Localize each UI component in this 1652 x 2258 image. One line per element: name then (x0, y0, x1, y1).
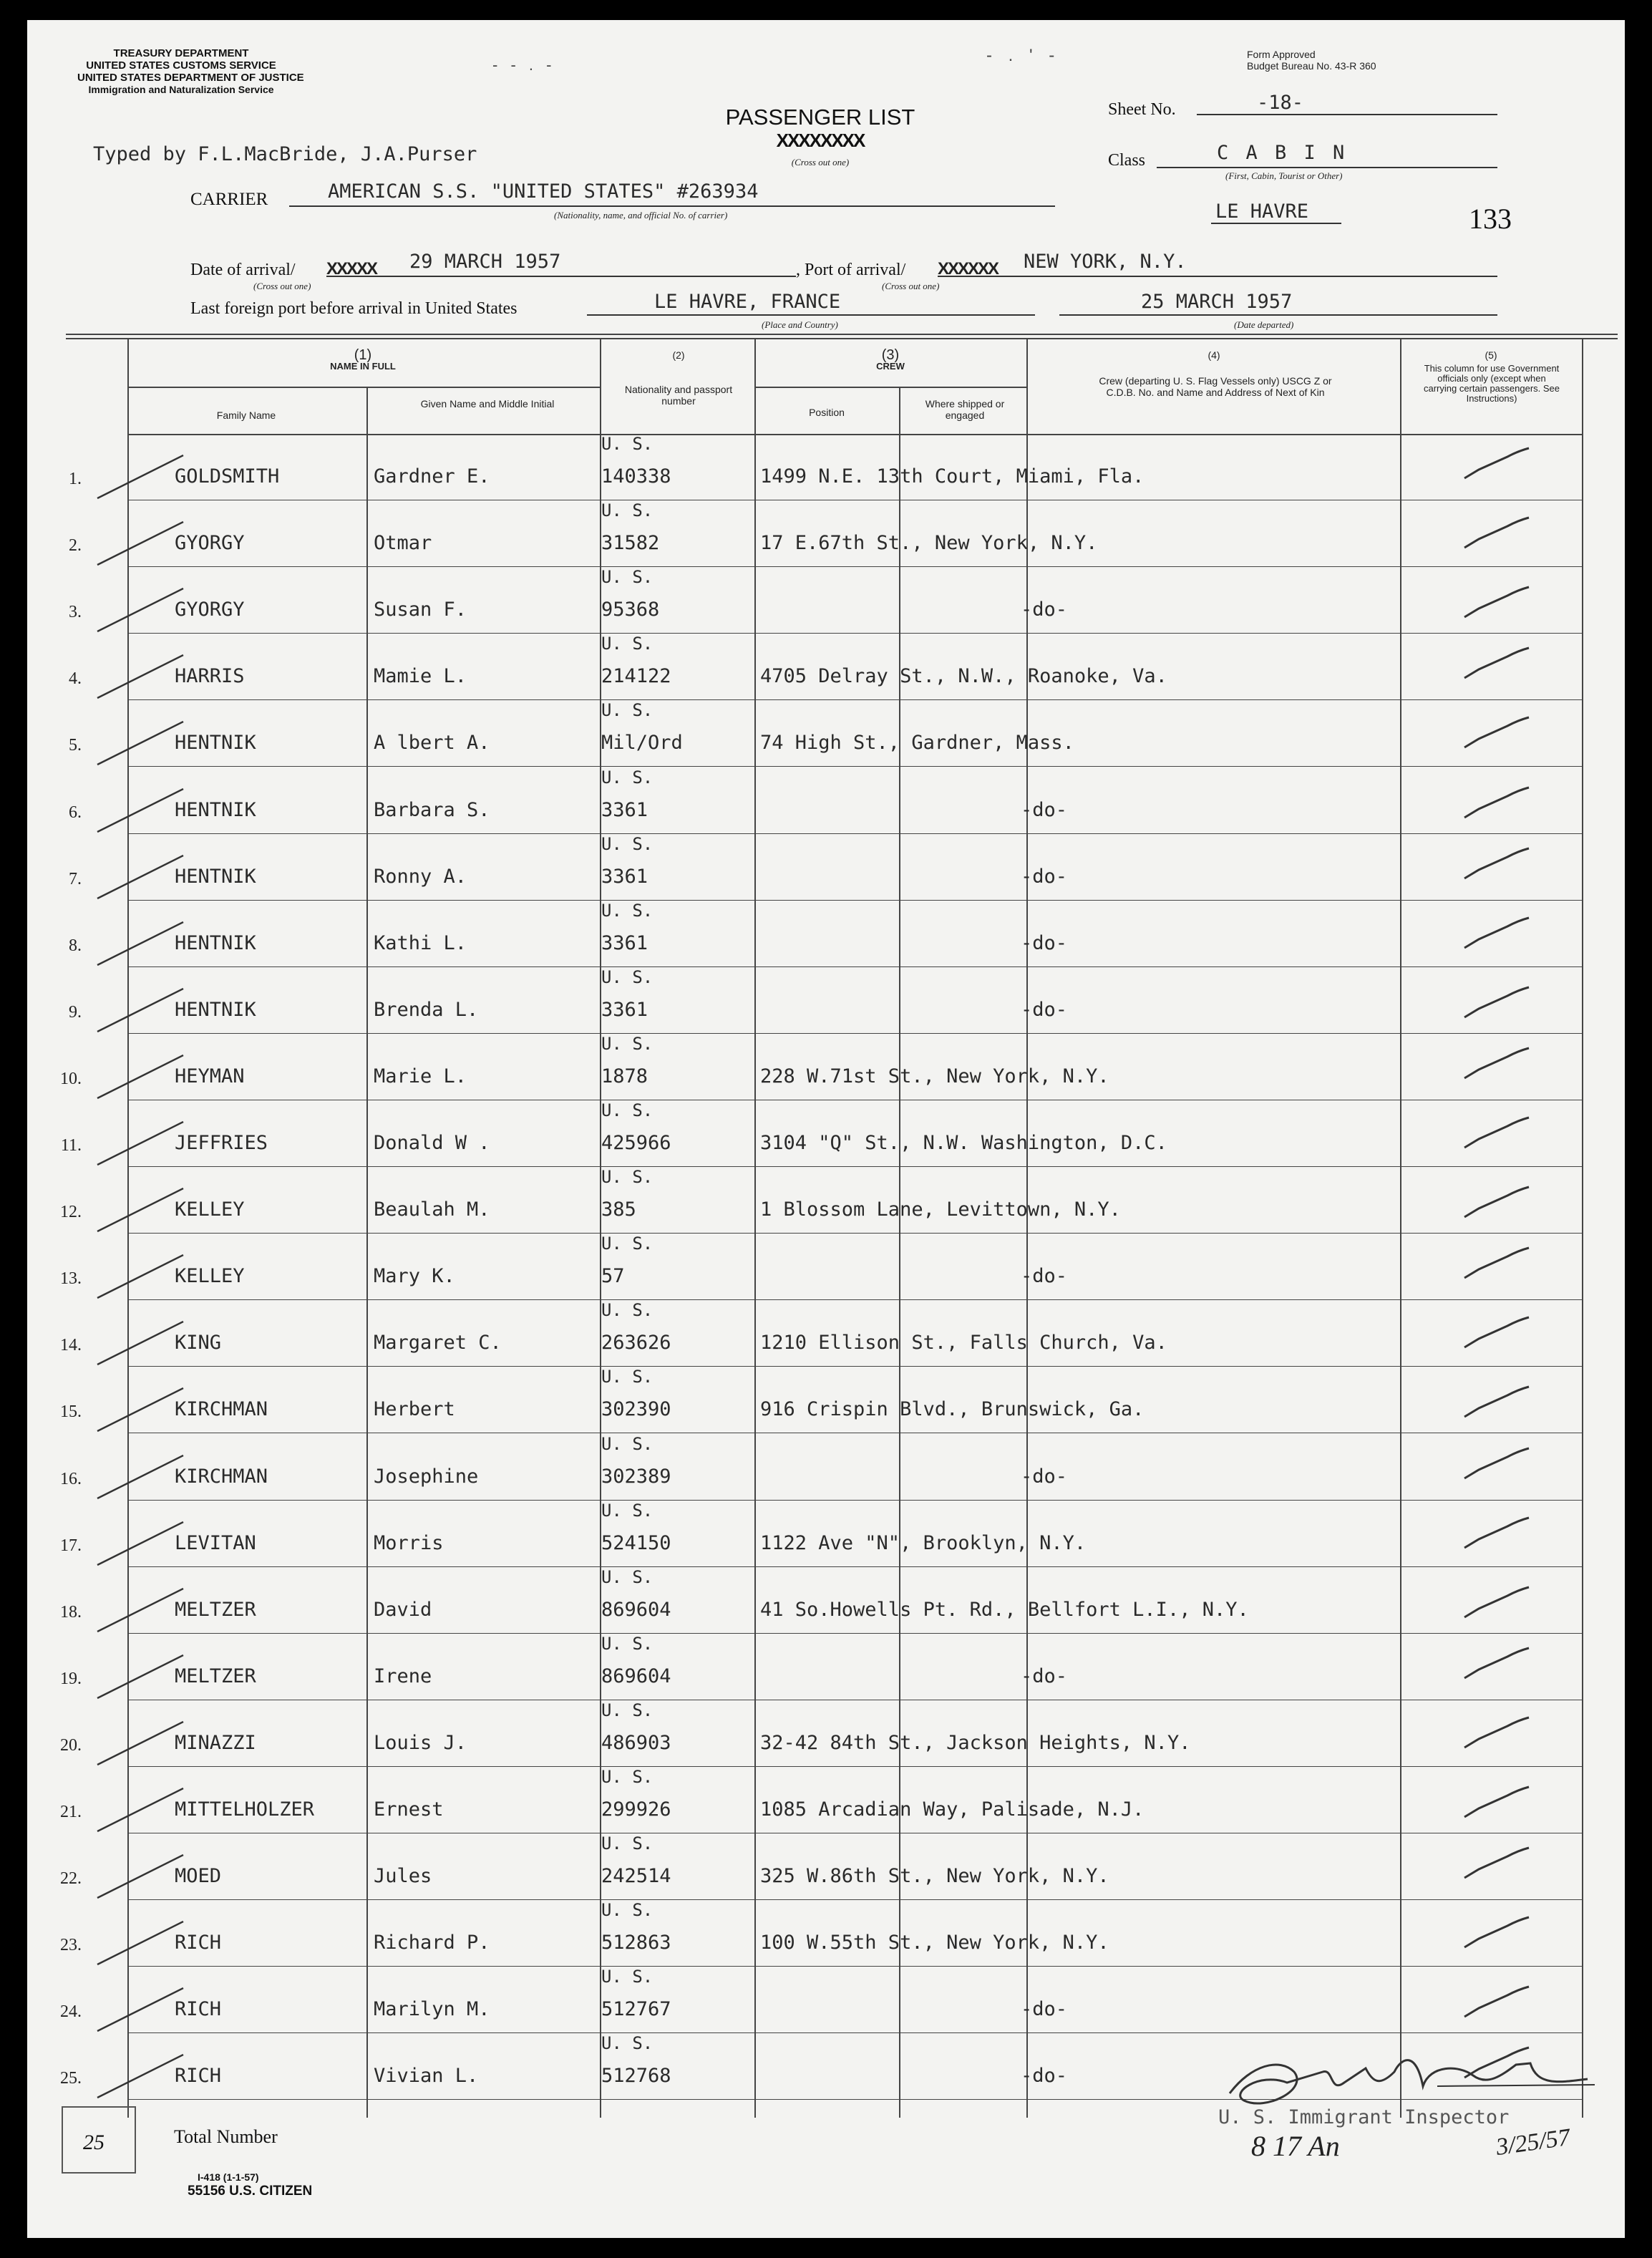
row-number: 16. (60, 1469, 82, 1488)
inspector-date: 3/25/57 (1494, 2123, 1572, 2161)
row-number: 21. (60, 1803, 82, 1821)
agency-line-2: UNITED STATES CUSTOMS SERVICE (86, 59, 276, 72)
nationality: U. S. (601, 1700, 653, 1720)
next-of-kin-address: 1 Blossom Lane, Levittown, N.Y. (760, 1198, 1121, 1221)
family-name: KING (175, 1332, 222, 1355)
next-of-kin-address: -do- (1021, 1665, 1068, 1687)
title-struck: XXXXXXXX (776, 130, 865, 151)
given-name: Jules (374, 1865, 432, 1888)
class-label: Class (1108, 151, 1146, 170)
next-of-kin-address: 3104 "Q" St., N.W. Washington, D.C. (760, 1132, 1167, 1154)
total-label: Total Number (174, 2126, 278, 2147)
inspector-initials: 8 17 An (1251, 2130, 1340, 2162)
given-name: A lbert A. (374, 732, 490, 755)
arrival-port-value: NEW YORK, N.Y. (1024, 251, 1187, 273)
nationality: U. S. (601, 1234, 653, 1254)
table-row (69, 434, 1616, 500)
nationality: U. S. (601, 1033, 653, 1054)
tick-icon (76, 908, 190, 972)
tick-icon (76, 2040, 190, 2105)
foreign-port-caption: (Place and Country) (762, 319, 838, 330)
table-row (60, 1767, 1616, 1833)
passport-number: 299926 (601, 1798, 671, 1821)
family-name: LEVITAN (175, 1531, 256, 1554)
table-row (60, 1367, 1616, 1433)
row-number: 24. (60, 2002, 82, 2022)
family-name: HENTNIK (175, 865, 256, 888)
row-number: 17. (60, 1536, 82, 1555)
checkmark-icon (1457, 1112, 1536, 1155)
inspector-signature (1201, 2043, 1602, 2115)
port-note-underline (1211, 223, 1341, 224)
family-name: MITTELHOLZER (175, 1798, 315, 1821)
col3-number: (3) (881, 347, 900, 363)
shipped-header: Where shipped or engaged (925, 398, 1005, 421)
passport-number: 512863 (601, 1932, 671, 1954)
row-number: 9. (69, 1002, 82, 1022)
next-of-kin-address: 228 W.71st St., New York, N.Y. (760, 1065, 1109, 1087)
next-of-kin-address: 1210 Ellison St., Falls Church, Va. (760, 1332, 1167, 1355)
crew-address-header: Crew (departing U. S. Flag Vessels only) USCG Z or C.D.B. No. and Name and Address of Next of Kin (1099, 375, 1332, 398)
given-name: Kathi L. (374, 931, 467, 954)
table-row (60, 1500, 1616, 1567)
table-row (60, 1234, 1616, 1300)
given-name: Brenda L. (374, 998, 479, 1021)
passport-number: 3361 (601, 931, 648, 954)
page-title: PASSENGER LIST (725, 105, 915, 130)
given-name: Ernest (374, 1798, 444, 1821)
foreign-port-underline (587, 314, 1035, 316)
col4-number: (4) (1208, 349, 1220, 361)
tick-icon (76, 1707, 190, 1772)
next-of-kin-address: 1122 Ave "N", Brooklyn, N.Y. (760, 1531, 1087, 1554)
nationality: U. S. (601, 2033, 653, 2054)
given-name: Irene (374, 1665, 432, 1687)
family-name: HENTNIK (175, 998, 256, 1021)
nationality: U. S. (601, 1833, 653, 1854)
next-of-kin-address: 100 W.55th St., New York, N.Y. (760, 1932, 1109, 1954)
checkmark-icon (1457, 442, 1536, 485)
position-header: Position (809, 407, 845, 418)
checkmark-icon (1457, 1242, 1536, 1285)
checkmark-icon (1457, 1981, 1536, 2024)
given-name: Richard P. (374, 1932, 490, 1954)
class-underline (1157, 167, 1497, 168)
given-name: Louis J. (374, 1731, 467, 1754)
next-of-kin-address: -do- (1021, 931, 1068, 954)
checkmark-icon (1457, 1642, 1536, 1685)
carrier-label: CARRIER (190, 190, 268, 209)
tick-icon (76, 1307, 190, 1372)
departed-date-value: 25 MARCH 1957 (1141, 291, 1293, 313)
row-number: 1. (69, 470, 82, 488)
given-name: Morris (374, 1531, 444, 1554)
nationality: U. S. (601, 900, 653, 921)
passport-number: 3361 (601, 798, 648, 821)
passport-number: 242514 (601, 1865, 671, 1888)
row-number: 2. (69, 536, 82, 556)
family-name: HENTNIK (175, 732, 256, 755)
table-row (60, 1300, 1616, 1367)
passport-number: 512768 (601, 2065, 671, 2088)
family-name: HENTNIK (175, 931, 256, 954)
nationality: U. S. (601, 1900, 653, 1921)
arrival-date-underline (326, 276, 796, 277)
tick-icon (76, 1974, 190, 2038)
checkmark-icon (1457, 912, 1536, 955)
family-name: GOLDSMITH (175, 465, 280, 488)
tick-icon (76, 441, 190, 505)
next-of-kin-address: -do- (1021, 1465, 1068, 1488)
checkmark-icon (1457, 581, 1536, 624)
carrier-caption: (Nationality, name, and official No. of carrier) (554, 210, 728, 221)
table-row (60, 1700, 1616, 1767)
checkmark-icon (1457, 1781, 1536, 1824)
cross-out-caption: (Cross out one) (791, 157, 850, 168)
family-name-header: Family Name (216, 410, 276, 421)
port-note: LE HAVRE (1215, 200, 1309, 223)
family-name: HARRIS (175, 665, 245, 688)
passport-number: 263626 (601, 1332, 671, 1355)
tick-icon (76, 1774, 190, 1838)
nationality: U. S. (601, 1300, 653, 1321)
checkmark-icon (1457, 1181, 1536, 1224)
passport-number: 486903 (601, 1731, 671, 1754)
row-number: 5. (69, 736, 82, 755)
nationality: U. S. (601, 1566, 653, 1587)
passport-number: 425966 (601, 1132, 671, 1154)
total-value: 25 (83, 2131, 105, 2154)
form-approved-line-1: Form Approved (1247, 49, 1316, 60)
carrier-value: AMERICAN S.S. "UNITED STATES" #263934 (328, 180, 759, 203)
checkmark-icon (1457, 712, 1536, 755)
tick-icon (76, 508, 190, 572)
passport-number: 1878 (601, 1065, 648, 1087)
foreign-port-value: LE HAVRE, FRANCE (654, 291, 841, 313)
next-of-kin-address: 74 High St., Gardner, Mass. (760, 732, 1074, 755)
tick-icon (76, 1641, 190, 1705)
port-cross-caption: (Cross out one) (882, 281, 940, 291)
next-of-kin-address: -do- (1021, 998, 1068, 1021)
tick-icon (76, 1441, 190, 1506)
crew-title: CREW (876, 361, 905, 372)
checkmark-icon (1457, 1712, 1536, 1755)
nationality: U. S. (601, 1500, 653, 1521)
top-marks-right: - . ' - (986, 46, 1061, 65)
tick-icon (76, 1108, 190, 1172)
tick-icon (76, 775, 190, 839)
family-name: MINAZZI (175, 1731, 256, 1754)
next-of-kin-address: 1085 Arcadian Way, Palisade, N.J. (760, 1798, 1145, 1821)
row-number: 22. (60, 1869, 82, 1889)
sheet-label: Sheet No. (1108, 100, 1176, 119)
table-top-rule (66, 334, 1618, 335)
checkmark-icon (1457, 642, 1536, 685)
tick-icon (76, 641, 190, 705)
family-name: JEFFRIES (175, 1132, 268, 1154)
passport-number: 57 (601, 1265, 625, 1288)
table-top-rule-2 (66, 338, 1618, 339)
tick-icon (76, 1907, 190, 1972)
family-name: KIRCHMAN (175, 1465, 268, 1488)
table-row (60, 1900, 1616, 1967)
checkmark-icon (1457, 512, 1536, 555)
nationality-header: Nationality and passport number (624, 384, 733, 407)
given-name: David (374, 1598, 432, 1621)
table-row (60, 1433, 1616, 1501)
form-id-line-2: 55156 U.S. CITIZEN (188, 2184, 313, 2199)
sheet-value: -18- (1257, 92, 1304, 114)
col1-number: (1) (354, 347, 372, 363)
next-of-kin-address: 325 W.86th St., New York, N.Y. (760, 1865, 1109, 1888)
departed-underline (1059, 314, 1497, 316)
family-name: KELLEY (175, 1265, 245, 1288)
passport-number: 3361 (601, 865, 648, 888)
family-name: KELLEY (175, 1198, 245, 1221)
family-name: HEYMAN (175, 1065, 245, 1087)
table-row (69, 900, 1616, 967)
row-number: 23. (60, 1936, 82, 1955)
nationality: U. S. (601, 1167, 653, 1188)
row-number: 12. (60, 1203, 82, 1222)
col3-header (754, 349, 1026, 372)
passport-number: 512767 (601, 1998, 671, 2021)
next-of-kin-address: 32-42 84th St., Jackson Heights, N.Y. (760, 1731, 1191, 1754)
next-of-kin-address: 916 Crispin Blvd., Brunswick, Ga. (760, 1398, 1145, 1421)
row-number: 25. (60, 2069, 82, 2088)
family-name: GYORGY (175, 532, 245, 555)
row-number: 14. (60, 1336, 82, 1355)
arrival-port-label: , Port of arrival/ (796, 261, 906, 279)
nationality: U. S. (601, 1100, 653, 1120)
col2-number: (2) (672, 349, 685, 361)
col1-header (127, 349, 598, 372)
given-name-header: Given Name and Middle Initial (420, 398, 555, 410)
passport-number: 3361 (601, 998, 648, 1021)
arrival-cross-caption: (Cross out one) (253, 281, 311, 291)
tick-icon (76, 1508, 190, 1572)
family-name: HENTNIK (175, 798, 256, 821)
nationality: U. S. (601, 966, 653, 987)
given-name: Donald W . (374, 1132, 490, 1154)
nationality: U. S. (601, 434, 653, 454)
nationality: U. S. (601, 1633, 653, 1654)
foreign-port-label: Last foreign port before arrival in United States (190, 299, 518, 318)
family-name: MOED (175, 1865, 222, 1888)
passport-number: 31582 (601, 532, 660, 555)
nationality: U. S. (601, 634, 653, 654)
arrival-date-label: Date of arrival/ (190, 261, 296, 279)
agency-header (77, 47, 304, 96)
family-name: MELTZER (175, 1598, 256, 1621)
given-name: Ronny A. (374, 865, 467, 888)
checkmark-icon (1457, 1443, 1536, 1486)
form-id (188, 2171, 313, 2199)
next-of-kin-address: -do- (1021, 865, 1068, 888)
passport-number: 385 (601, 1198, 636, 1221)
tick-icon (76, 1174, 190, 1239)
col3-subrule (756, 387, 1028, 388)
arrival-port-struck: XXXXXX (938, 259, 999, 278)
checkmark-icon (1457, 1581, 1536, 1624)
next-of-kin-address: -do- (1021, 1998, 1068, 2021)
col1-title: NAME IN FULL (330, 361, 396, 372)
given-name: Margaret C. (374, 1332, 502, 1355)
given-name: Gardner E. (374, 465, 490, 488)
page-number: 133 (1469, 203, 1512, 235)
row-number: 15. (60, 1402, 82, 1422)
checkmark-icon (1457, 782, 1536, 825)
given-name: Marie L. (374, 1065, 467, 1087)
family-name: RICH (175, 1998, 222, 2021)
sheet-underline (1197, 114, 1497, 115)
passport-number: 302389 (601, 1465, 671, 1488)
table-row (60, 1833, 1616, 1900)
table-row (69, 833, 1616, 901)
nationality: U. S. (601, 1433, 653, 1454)
checkmark-icon (1457, 1911, 1536, 1954)
given-name: Beaulah M. (374, 1198, 490, 1221)
family-name: GYORGY (175, 599, 245, 621)
next-of-kin-address: 17 E.67th St., New York, N.Y. (760, 532, 1098, 555)
next-of-kin-address: 1499 N.E. 13th Court, Miami, Fla. (760, 465, 1145, 488)
table-row (60, 1100, 1616, 1167)
tick-icon (76, 707, 190, 772)
checkmark-icon (1457, 1842, 1536, 1885)
row-number: 3. (69, 603, 82, 622)
arrival-date-value: 29 MARCH 1957 (409, 251, 561, 273)
carrier-underline (289, 205, 1055, 207)
family-name: RICH (175, 1932, 222, 1954)
tick-icon (76, 841, 190, 906)
passport-number: 140338 (601, 465, 671, 488)
total-box (62, 2106, 136, 2174)
family-name: KIRCHMAN (175, 1398, 268, 1421)
checkmark-icon (1457, 982, 1536, 1024)
row-number: 10. (60, 1069, 82, 1088)
table-row (60, 1967, 1616, 2033)
passport-number: 95368 (601, 599, 660, 621)
agency-line-4: Immigration and Naturalization Service (88, 84, 274, 95)
passport-number: 869604 (601, 1598, 671, 1621)
checkmark-icon (1457, 843, 1536, 886)
checkmark-icon (1457, 1512, 1536, 1555)
given-name: Susan F. (374, 599, 467, 621)
next-of-kin-address: -do- (1021, 2065, 1068, 2088)
checkmark-icon (1457, 1042, 1536, 1085)
table-row (60, 1633, 1616, 1700)
nationality: U. S. (601, 500, 653, 521)
checkmark-icon (1457, 1381, 1536, 1424)
col1-subrule (127, 387, 600, 388)
nationality: U. S. (601, 700, 653, 721)
table-row (69, 500, 1616, 567)
col5-number: (5) (1485, 349, 1497, 361)
tick-icon (76, 1841, 190, 1905)
class-caption: (First, Cabin, Tourist or Other) (1225, 170, 1343, 181)
checkmark-icon (1457, 1312, 1536, 1355)
inspector-label: U. S. Immigrant Inspector (1218, 2106, 1510, 2128)
tick-icon (76, 974, 190, 1039)
departed-caption: (Date departed) (1234, 319, 1294, 330)
passport-number: 524150 (601, 1531, 671, 1554)
nationality: U. S. (601, 767, 653, 788)
given-name: Herbert (374, 1398, 455, 1421)
row-number: 8. (69, 936, 82, 955)
top-marks: - - . - (492, 56, 556, 74)
given-name: Josephine (374, 1465, 479, 1488)
given-name: Otmar (374, 532, 432, 555)
arrival-date-struck: XXXXX (326, 259, 377, 278)
passport-number: Mil/Ord (601, 732, 683, 755)
table-row (69, 567, 1616, 634)
given-name: Vivian L. (374, 2065, 479, 2088)
row-number: 4. (69, 669, 82, 689)
tick-icon (76, 1574, 190, 1639)
next-of-kin-address: -do- (1021, 1265, 1068, 1288)
row-number: 19. (60, 1669, 82, 1688)
form-approved (1247, 49, 1376, 72)
next-of-kin-address: -do- (1021, 798, 1068, 821)
given-name: Marilyn M. (374, 1998, 490, 2021)
given-name: Mary K. (374, 1265, 455, 1288)
row-number: 20. (60, 1735, 82, 1755)
table-row (60, 1566, 1616, 1634)
passport-number: 214122 (601, 665, 671, 688)
tick-icon (76, 1241, 190, 1305)
passport-number: 869604 (601, 1665, 671, 1687)
row-number: 7. (69, 869, 82, 888)
passport-number: 302390 (601, 1398, 671, 1421)
tick-icon (76, 574, 190, 639)
form-id-line-1: I-418 (1-1-57) (198, 2171, 259, 2183)
row-number: 6. (69, 803, 82, 822)
table-row (69, 767, 1616, 834)
given-name: Barbara S. (374, 798, 490, 821)
table-row (69, 700, 1616, 767)
class-value: C A B I N (1217, 142, 1348, 164)
table-row (69, 966, 1616, 1034)
arrival-port-underline (938, 276, 1497, 277)
nationality: U. S. (601, 567, 653, 588)
typed-by: Typed by F.L.MacBride, J.A.Purser (93, 143, 477, 165)
family-name: MELTZER (175, 1665, 256, 1687)
agency-line-3: UNITED STATES DEPARTMENT OF JUSTICE (77, 72, 304, 84)
table-row (60, 1033, 1616, 1100)
next-of-kin-address: 41 So.Howells Pt. Rd., Bellfort L.I., N.Y. (760, 1598, 1249, 1621)
officials-header: This column for use Government officials only (except when carrying certain passengers. See Instructions) (1423, 363, 1560, 404)
agency-line-1: TREASURY DEPARTMENT (113, 47, 249, 59)
row-number: 13. (60, 1269, 82, 1289)
nationality: U. S. (601, 833, 653, 854)
nationality: U. S. (601, 1367, 653, 1387)
tick-icon (76, 1041, 190, 1105)
passenger-list-document (27, 20, 1625, 2238)
form-approved-line-2: Budget Bureau No. 43-R 360 (1247, 60, 1376, 72)
nationality: U. S. (601, 1967, 653, 1987)
table-row (60, 1167, 1616, 1234)
table-row (69, 634, 1616, 700)
next-of-kin-address: 4705 Delray St., N.W., Roanoke, Va. (760, 665, 1167, 688)
family-name: RICH (175, 2065, 222, 2088)
tick-icon (76, 1374, 190, 1438)
next-of-kin-address: -do- (1021, 599, 1068, 621)
row-number: 18. (60, 1602, 82, 1622)
nationality: U. S. (601, 1767, 653, 1787)
given-name: Mamie L. (374, 665, 467, 688)
row-number: 11. (60, 1136, 82, 1155)
